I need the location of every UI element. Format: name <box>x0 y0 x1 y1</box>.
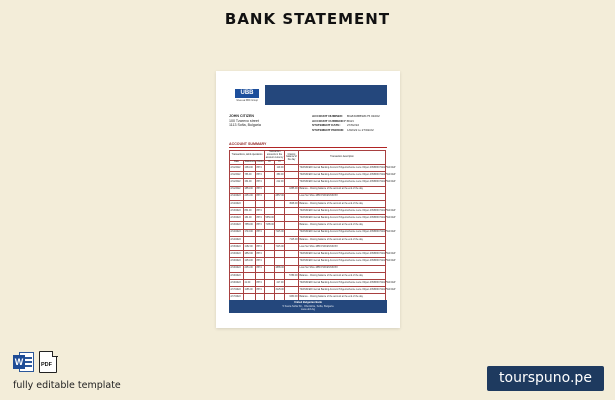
cell-statement: 854.00 <box>244 208 256 215</box>
cell-description: TRANSFER Internal Banking Account P/Agentschoone Lucie Oliiyan 4358936 P1EV7W4 DEP <box>299 279 386 286</box>
word-icon-label: W <box>14 357 24 367</box>
table-row <box>230 279 386 286</box>
cell-balance <box>285 215 299 222</box>
cell-date: 2/17/2022 <box>230 287 244 294</box>
cell-nostro: 8574 <box>256 229 265 236</box>
cell-date: 2/16/2022 <box>230 265 244 272</box>
cell-dt <box>265 287 275 294</box>
cell-kt: 417.00 <box>275 279 285 286</box>
cell-kt: 7115.00 <box>275 229 285 236</box>
cell-description: Loan Sur Shire 4858 P1FKEVNSXXX <box>299 193 386 200</box>
cell-statement: 41.00 <box>244 279 256 286</box>
holder-name: JOHN CITIZEN <box>229 114 254 118</box>
balance-header: Closing balance of the day <box>285 151 299 165</box>
cell-date: 2/14/2022 <box>230 229 244 236</box>
cell-balance <box>285 179 299 186</box>
cell-date: 2/12/2022 <box>230 193 244 200</box>
account-info-value: BGN <box>347 118 354 123</box>
cell-dt: 7185.00 <box>265 222 275 229</box>
account-info-value: 1/02/22 to 27/02/22 <box>347 127 374 132</box>
cell-dt <box>265 251 275 258</box>
bank-logo-tagline: Член на KBC Group <box>236 99 258 102</box>
account-info-label: STATEMENT PERIOD: <box>312 127 345 132</box>
cell-nostro <box>256 200 265 207</box>
cell-nostro: 8574 <box>256 208 265 215</box>
cell-balance <box>285 229 299 236</box>
cell-dt <box>265 164 275 171</box>
cell-description: Balance - Closing balance of the account at the end of the day <box>299 272 386 279</box>
table-row <box>230 200 386 207</box>
pdf-icon-label: PDF <box>41 362 52 368</box>
cell-date: 2/11/2022 <box>230 186 244 193</box>
table-row <box>230 193 386 200</box>
cell-description: TRANSFER Internal Banking Account P/Agentschoone Lucie Oliiyan 4358936 P1EV7W4 DEP <box>299 258 386 265</box>
cell-nostro: 8574 <box>256 215 265 222</box>
cell-nostro: 8574 <box>256 265 265 272</box>
cell-kt: 212.00 <box>275 179 285 186</box>
cell-description: Balance - Closing balance of the account at the end of the day <box>299 294 386 301</box>
cell-date: 2/14/2022 <box>230 236 244 243</box>
cell-balance: 7115.00 <box>285 236 299 243</box>
cell-description: Loan Sur Shire 4858 P1FKEVNSXXX <box>299 265 386 272</box>
holder-street: 100 Tzarevo street <box>229 118 259 123</box>
cell-description: TRANSFER Internal Banking Account P/Agentschoone Lucie Oliiyan 4358936 P1EV7W4 DEP <box>299 164 386 171</box>
cell-dt <box>265 179 275 186</box>
cell-kt <box>275 258 285 265</box>
cell-kt <box>275 215 285 222</box>
cell-date: 2/15/2022 <box>230 244 244 251</box>
cell-balance <box>285 172 299 179</box>
account-info-row <box>312 128 380 133</box>
cell-statement: 786.00 <box>244 172 256 179</box>
table-row <box>230 236 386 243</box>
cell-statement: 1852.00 <box>244 251 256 258</box>
cell-description: TRANSFER Internal Banking Account P/Agentschoone Lucie Oliiyan 4358936 P1EV7W4 DEP <box>299 172 386 179</box>
table-row <box>230 251 386 258</box>
statement-footer <box>229 300 387 313</box>
cell-description: TRANSFER Internal Banking Account P/Agentschoone Lucie Oliiyan 4358936 P1EV7W4 DEP <box>299 215 386 222</box>
cell-kt: 3125.00 <box>275 287 285 294</box>
amounts-header: Transaction amounts in the account currency <box>265 151 284 159</box>
account-info <box>312 114 380 132</box>
cell-description: Balance - Closing balance of the account at the end of the day <box>299 200 386 207</box>
account-info-label: STATEMENT DATE: <box>312 123 341 128</box>
account-info-value: BG83UBBS8175 01002 <box>347 114 380 118</box>
cell-nostro: 8574 <box>256 172 265 179</box>
account-summary-title: ACCOUNT SUMMARY <box>229 142 267 146</box>
col-header-dt: Dt <box>265 160 275 164</box>
cell-description: Balance - Closing balance of the account at the end of the day <box>299 222 386 229</box>
cell-balance: 4548.00 <box>285 200 299 207</box>
cell-kt <box>275 222 285 229</box>
cell-balance: 3450.00 <box>285 294 299 301</box>
cell-dt <box>265 236 275 243</box>
cell-balance <box>285 287 299 294</box>
cell-balance <box>285 265 299 272</box>
cell-kt: 7115.00 <box>275 244 285 251</box>
cell-dt <box>265 279 275 286</box>
transactions-table <box>229 150 396 302</box>
cell-nostro: 8574 <box>256 222 265 229</box>
cell-nostro: 8574 <box>256 193 265 200</box>
cell-kt <box>275 272 285 279</box>
account-holder <box>229 114 261 128</box>
cell-date: 2/16/2022 <box>230 251 244 258</box>
cell-date: 2/16/2022 <box>230 272 244 279</box>
cell-statement <box>244 236 256 243</box>
cell-date: 2/13/2022 <box>230 222 244 229</box>
template-caption: fully editable template <box>13 380 121 391</box>
cell-statement <box>244 272 256 279</box>
summary-divider <box>229 147 387 148</box>
account-info-value: 27/02/22 <box>347 123 360 128</box>
brand-badge[interactable]: tourspuno.pe <box>487 366 604 391</box>
cell-date: 2/16/2022 <box>230 279 244 286</box>
page-title: BANK STATEMENT <box>224 10 391 28</box>
cell-nostro: 8574 <box>256 186 265 193</box>
cell-date: 2/17/2022 <box>230 294 244 301</box>
col-header-kt: Kt <box>275 160 285 164</box>
cell-nostro: 8574 <box>256 164 265 171</box>
word-icon <box>13 351 34 373</box>
cell-description: TRANSFER Internal Banking Account P/Agentschoone Lucie Oliiyan 4358936 P1EV7W4 DEP <box>299 251 386 258</box>
table-row <box>230 172 386 179</box>
cell-date: 2/12/2022 <box>230 200 244 207</box>
statement-document <box>216 71 400 328</box>
cell-date: 2/11/2022 <box>230 179 244 186</box>
cell-statement: 1156.00 <box>244 287 256 294</box>
holder-city: 1113 Sofia, Bulgaria <box>229 123 261 128</box>
account-info-label: ACCOUNT NUMBER: <box>312 114 343 118</box>
cell-description: TRANSFER Internal Banking Account P/Agentschoone Lucie Oliiyan 4358936 P1EV7W4 DEP <box>299 287 386 294</box>
cell-statement <box>244 200 256 207</box>
footer-bank-name: United Bulgarian Bank <box>294 301 322 304</box>
cell-nostro <box>256 272 265 279</box>
footer-website: www.ubb.bg <box>300 308 316 312</box>
cell-dt <box>265 172 275 179</box>
table-row <box>230 222 386 229</box>
cell-statement: 7859.00 <box>244 222 256 229</box>
cell-statement: 1384.00 <box>244 164 256 171</box>
table-row <box>230 179 386 186</box>
cell-date: 2/13/2022 <box>230 215 244 222</box>
cell-kt <box>275 251 285 258</box>
cell-kt <box>275 186 285 193</box>
col-header-date: Date <box>230 160 244 164</box>
cell-nostro: 8574 <box>256 287 265 294</box>
cell-kt <box>275 236 285 243</box>
cell-dt <box>265 200 275 207</box>
cell-dt <box>265 186 275 193</box>
cell-statement: 154.00 <box>244 179 256 186</box>
footer-address: 5 Sveta Sofia Str., Oborishte, Sofia, Bulgaria <box>282 304 334 308</box>
col-header-nostro: Nostro <box>256 160 264 163</box>
cell-kt: 2857.00 <box>275 193 285 200</box>
table-row <box>230 287 386 294</box>
cell-balance <box>285 279 299 286</box>
cell-nostro: 8574 <box>256 279 265 286</box>
cell-statement: 184.00 <box>244 215 256 222</box>
description-header: Transaction description <box>299 151 386 165</box>
cell-date: 2/16/2022 <box>230 258 244 265</box>
cell-balance <box>285 193 299 200</box>
cell-balance <box>285 258 299 265</box>
cell-dt <box>265 258 275 265</box>
cell-balance <box>285 222 299 229</box>
cell-balance <box>285 251 299 258</box>
cell-kt: 380.00 <box>275 172 285 179</box>
cell-description: Balance - Closing balance of the account at the end of the day <box>299 236 386 243</box>
cell-nostro: 8574 <box>256 251 265 258</box>
cell-description: TRANSFER Internal Banking Account P/Agentschoone Lucie Oliiyan 4358936 P1EV7W4 DEP <box>299 208 386 215</box>
cell-statement: 1254.00 <box>244 258 256 265</box>
cell-date: 2/11/2022 <box>230 164 244 171</box>
cell-dt <box>265 265 275 272</box>
table-row <box>230 272 386 279</box>
cell-kt <box>275 200 285 207</box>
table-row <box>230 265 386 272</box>
table-row <box>230 258 386 265</box>
cell-balance <box>285 208 299 215</box>
cell-dt <box>265 272 275 279</box>
cell-statement: 2451.00 <box>244 265 256 272</box>
pdf-icon <box>39 351 57 373</box>
cell-balance: 5789.00 <box>285 272 299 279</box>
table-row <box>230 215 386 222</box>
cell-balance <box>285 244 299 251</box>
account-info-label: ACCOUNT CURRENCY: <box>312 118 347 123</box>
bank-logo-mark: UBB <box>235 89 259 98</box>
cell-statement: 1152.00 <box>244 244 256 251</box>
cell-kt <box>275 208 285 215</box>
table-row <box>230 164 386 171</box>
table-row <box>230 186 386 193</box>
cell-description: TRANSFER Internal Banking Account P/Agentschoone Lucie Oliiyan 4358936 P1EV7W4 DEP <box>299 179 386 186</box>
cell-description: Loan Sur Shire 4858 P1FKEVNSXXX <box>299 244 386 251</box>
cell-dt <box>265 229 275 236</box>
cell-dt <box>265 193 275 200</box>
cell-date: 2/11/2022 <box>230 172 244 179</box>
cell-nostro: 8574 <box>256 244 265 251</box>
cell-dt <box>265 244 275 251</box>
cell-nostro <box>256 236 265 243</box>
cell-description: Balance - Closing balance of the account at the end of the day <box>299 186 386 193</box>
cell-dt <box>265 208 275 215</box>
cell-statement: 1743.00 <box>244 229 256 236</box>
table-row <box>230 229 386 236</box>
cell-balance: 1885.00 <box>285 186 299 193</box>
cell-date: 2/13/2022 <box>230 208 244 215</box>
bank-logo <box>229 85 265 105</box>
table-row <box>230 244 386 251</box>
cell-statement: 1854.00 <box>244 186 256 193</box>
table-row <box>230 208 386 215</box>
group-header: Transactions, debit operations <box>230 151 265 161</box>
cell-kt: 4885.00 <box>275 265 285 272</box>
cell-dt: 5850.00 <box>265 215 275 222</box>
cell-kt: 119.00 <box>275 164 285 171</box>
cell-statement: 2451.00 <box>244 193 256 200</box>
cell-description: TRANSFER Internal Banking Account P/Agentschoone Lucie Oliiyan 4358936 P1EV7W4 DEP <box>299 229 386 236</box>
cell-nostro: 8574 <box>256 258 265 265</box>
cell-balance <box>285 164 299 171</box>
col-header-statement: Statement <box>244 160 255 163</box>
table-header-row <box>230 151 386 161</box>
cell-nostro: 8574 <box>256 179 265 186</box>
format-icons <box>13 351 57 373</box>
